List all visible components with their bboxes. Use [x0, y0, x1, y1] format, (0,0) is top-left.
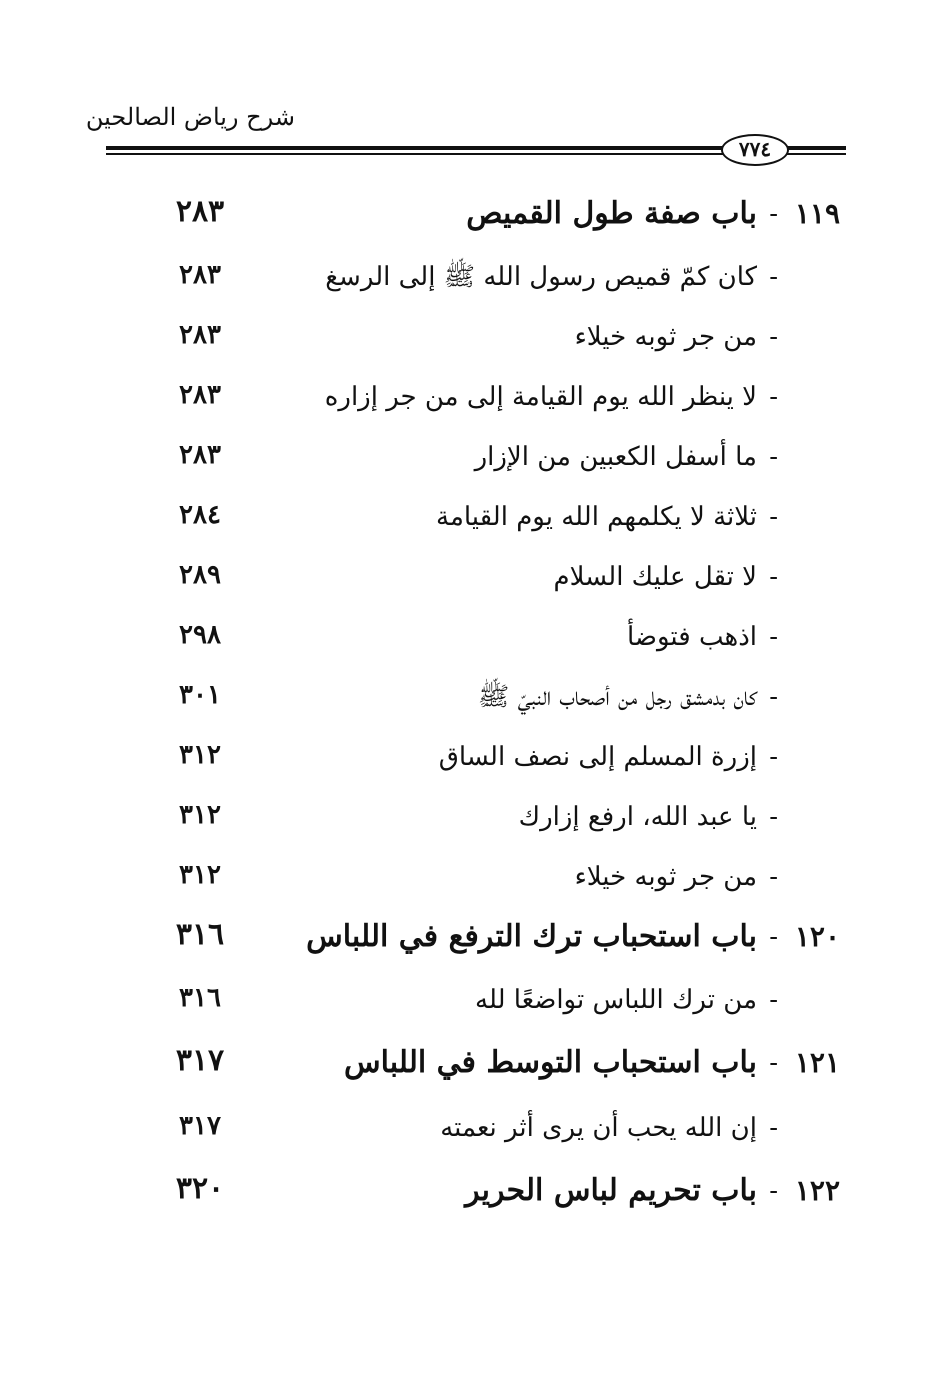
- entry-dash: -: [769, 442, 778, 472]
- chapter-number: ١٢٠: [794, 920, 840, 953]
- entry-dash: -: [769, 262, 778, 292]
- entry-dash: -: [769, 562, 778, 592]
- page-reference: ٣٠١: [179, 680, 221, 710]
- subentry: [0, 257, 950, 301]
- entry-dash: -: [769, 1113, 778, 1143]
- entry-dash: -: [769, 922, 778, 952]
- entry-dash: -: [769, 985, 778, 1015]
- subentry-title: لا ينظر الله يوم القيامة إلى من جر إزاره: [324, 382, 757, 412]
- entry-dash: -: [769, 382, 778, 412]
- page-reference: ٣١٢: [179, 800, 221, 830]
- page-reference: ٢٨٣: [179, 380, 221, 410]
- subentry-title: ما أسفل الكعبين من الإزار: [474, 442, 757, 472]
- entry-dash: -: [769, 199, 778, 229]
- entry-dash: -: [769, 742, 778, 772]
- chapter-title: باب صفة طول القميص: [466, 196, 757, 231]
- subentry: [0, 980, 950, 1024]
- subentry-title: كان بدمشق رجل من أصحاب النبيّ ﷺ: [477, 682, 757, 712]
- chapter-title: باب استحباب التوسط في اللباس: [343, 1045, 757, 1080]
- page-reference: ٣٢٠: [175, 1171, 225, 1206]
- page-reference: ٢٨٣: [175, 194, 225, 229]
- subentry-title: كان كمّ قميص رسول الله ﷺ إلى الرسغ: [325, 262, 757, 292]
- subentry-title: من جر ثوبه خيلاء: [574, 322, 757, 352]
- book-title: شرح رياض الصالحين: [85, 103, 295, 131]
- subentry: [0, 377, 950, 421]
- subentry-title: إزرة المسلم إلى نصف الساق: [438, 742, 757, 772]
- chapter-entry: [0, 1043, 950, 1087]
- entry-dash: -: [769, 862, 778, 892]
- subentry: [0, 797, 950, 841]
- subentry-title: من ترك اللباس تواضعًا لله: [475, 985, 757, 1015]
- page-reference: ٣١٧: [179, 1111, 221, 1141]
- page-reference: ٣١٢: [179, 740, 221, 770]
- subentry: [0, 497, 950, 541]
- page-reference: ٢٨٣: [179, 440, 221, 470]
- page-reference: ٢٩٨: [179, 620, 221, 650]
- subentry-title: ثلاثة لا يكلمهم الله يوم القيامة: [436, 502, 757, 532]
- page-reference: ٢٨٣: [179, 320, 221, 350]
- chapter-entry: [0, 917, 950, 961]
- chapter-title: باب استحباب ترك الترفع في اللباس: [306, 919, 757, 954]
- subentry-title: يا عبد الله، ارفع إزارك: [518, 802, 757, 832]
- entry-dash: -: [769, 502, 778, 532]
- page-reference: ٢٨٣: [179, 260, 221, 290]
- page-reference: ٣١٦: [179, 983, 221, 1013]
- chapter-number: ١١٩: [794, 197, 840, 230]
- subentry: [0, 857, 950, 901]
- subentry-title: من جر ثوبه خيلاء: [574, 862, 757, 892]
- entry-dash: -: [769, 322, 778, 352]
- page-reference: ٣١٦: [175, 917, 225, 952]
- subentry: [0, 677, 950, 721]
- page-reference: ٢٨٩: [179, 560, 221, 590]
- subentry-title: لا تقل عليك السلام: [553, 562, 757, 592]
- subentry: [0, 557, 950, 601]
- entry-dash: -: [769, 1176, 778, 1206]
- subentry-title: اذهب فتوضأ: [626, 622, 757, 652]
- entry-dash: -: [769, 802, 778, 832]
- page-number: ٧٧٤: [721, 134, 789, 166]
- page-reference: ٢٨٤: [179, 500, 221, 530]
- entry-dash: -: [769, 622, 778, 652]
- page-reference: ٣١٧: [175, 1043, 225, 1078]
- page-reference: ٣١٢: [179, 860, 221, 890]
- entry-dash: -: [769, 1048, 778, 1078]
- subentry: [0, 317, 950, 361]
- chapter-title: باب تحريم لباس الحرير: [465, 1173, 757, 1208]
- chapter-entry: [0, 1171, 950, 1215]
- chapter-number: ١٢١: [794, 1046, 840, 1079]
- subentry-title: إن الله يحب أن يرى أثر نعمته: [440, 1113, 757, 1143]
- subentry: [0, 617, 950, 661]
- subentry: [0, 1108, 950, 1152]
- entry-dash: -: [769, 682, 778, 712]
- subentry: [0, 437, 950, 481]
- subentry: [0, 737, 950, 781]
- chapter-number: ١٢٢: [794, 1174, 840, 1207]
- chapter-entry: [0, 194, 950, 238]
